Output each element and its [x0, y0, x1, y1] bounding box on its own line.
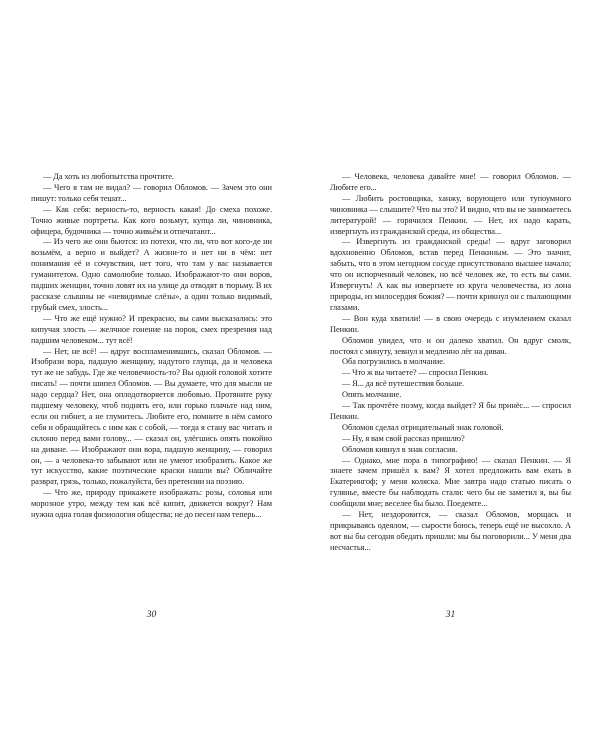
- paragraph: — Так прочтёте поэму, когда выйдет? Я бы принёс... — спросил Пенкин.: [330, 401, 571, 421]
- paragraph: — Чего я там не видал? — говорил Обломов. — Зачем это они пишут: только себя тешат...: [31, 182, 272, 203]
- paragraph: — Извергнуть из гражданской среды! — вдруг заговорил вдохновенно Обломов, встав перед Пенкиным. — Это значит, забыть, что в этом негодном сосуде присутствовало высшее начало; что он испорченный человек, но всё человек же, то есть вы сами. Извергнуть! А как вы извергнете из круга человечества, из лона природы, из милосердия божия? — почти крикнул он с пылающими глазами.: [330, 237, 571, 312]
- paragraph: — Как себя: верность-то, верность какая! До смеха похоже. Точно живые портреты. Как кого возьмут, купца ли, чиновника, офицера, будочника — точно живьём и отпечатают...: [31, 204, 272, 236]
- paragraph: — Что же ещё нужно? И прекрасно, вы сами высказались: это кипучая злость — желчное гонение на порок, смех презрения над падшим человеком... тут всё!: [31, 313, 272, 345]
- paragraph: — Нет, не всё! — вдруг воспламенившись, сказал Обломов. — Изобрази вора, падшую женщину, надутого глупца, да и человека тут же не забудь. Где же человечность-то? Вы одной головой хотите писать! — почти шипел Обломов. — Вы думаете, что для мысли не надо сердца? Нет, она оплодотворяется любовью. Протяните руку падшему человеку, чтоб поднять его, или горько плачьте над ним, если он гибнет, а не глумитесь. Любите его, помните в нём самого себя и обращайтесь с ним как с собой, — тогда я стану вас читать и склоню перед вами голову... — сказал он, улёгшись опять покойно на диване. — Изображают они вора, падшую женщину, — говорил он, — а человека-то забывают или не умеют изобразить. Какое же тут искусство, какие поэтические краски нашли вы? Обличайте разврат, грязь, только, пожалуйста, без претензии на поэзию.: [31, 346, 272, 487]
- right-page-text: [330, 172, 571, 554]
- paragraph: Обломов сделал отрицательный знак головой.: [342, 422, 504, 432]
- paragraph: — Ну, я вам свой рассказ пришлю?: [342, 433, 465, 443]
- paragraph: — Что же, природу прикажете изображать: розы, соловья или морозное утро, между тем как всё кипит, движется вокруг? Нам нужна одна голая физиология общества; не до песен нам теперь...: [31, 488, 272, 520]
- paragraph: Опять молчание.: [342, 390, 402, 400]
- paragraph: Обломов кивнул в знак согласия.: [342, 444, 458, 454]
- paragraph: Оба погрузились в молчание.: [342, 357, 445, 367]
- paragraph: — Однако, мне пора в типографию! — сказал Пенкин. — Я знаете зачем пришёл к вам? Я хотел предложить вам ехать в Екатерингоф; у меня коляска. Мне завтра надо статью писать о гулянье, вместе бы наблюдать стали: чего бы не заметил я, вы бы сообщили мне; веселее бы было. Поедемте...: [330, 455, 571, 509]
- right-page: [330, 172, 571, 554]
- paragraph: — Любить ростовщика, ханжу, ворующего или тупоумного чиновника — слышите? Что вы это? И видно, что вы не занимаетесь литературой! — горячился Пенкин. — Нет, их надо карать, извергнуть из гражданской среды, из общества...: [330, 193, 571, 236]
- paragraph: — Человека, человека давайте мне! — говорил Обломов. — Любите его...: [330, 172, 571, 192]
- paragraph: — Вон куда хватили! — в свою очередь с изумлением сказал Пенкин.: [330, 313, 571, 334]
- right-page-number: 31: [445, 610, 456, 620]
- left-page: [31, 172, 272, 521]
- left-page-number: 30: [146, 610, 157, 620]
- paragraph: — Из чего же они бьются: из потехи, что ли, что вот кого-де ни возьмём, а верно и выйдет? А жизни-то и нет ни в чём: нет понимания её и сочувствия, нет того, что там у вас называется гуманитетом. Одно самолюбие только. Изображают-то они воров, падших женщин, точно ловят их на улице да отводят в тюрьму. В их рассказе слышны не «невидимые слёзы», а один только видимый, грубый смех, злость...: [31, 237, 272, 312]
- paragraph: — Что ж вы читаете? — спросил Пенкин.: [342, 368, 489, 378]
- paragraph: Обломов увидел, что и он далеко хватил. Он вдруг смолк, постоял с минуту, зевнул и медленно лёг на диван.: [330, 335, 571, 356]
- left-page-text: [31, 172, 272, 521]
- paragraph: — Я... да всё путешествия больше.: [342, 379, 465, 389]
- paragraph: — Да хоть из любопытства прочтите.: [43, 172, 174, 181]
- paragraph: — Нет, нездоровится, — сказал Обломов, морщась и прикрываясь одеялом, — сырости боюсь, теперь ещё не высохло. А вот вы бы сегодня обедать пришли: мы бы поговорили... У меня два несчастья...: [330, 510, 571, 552]
